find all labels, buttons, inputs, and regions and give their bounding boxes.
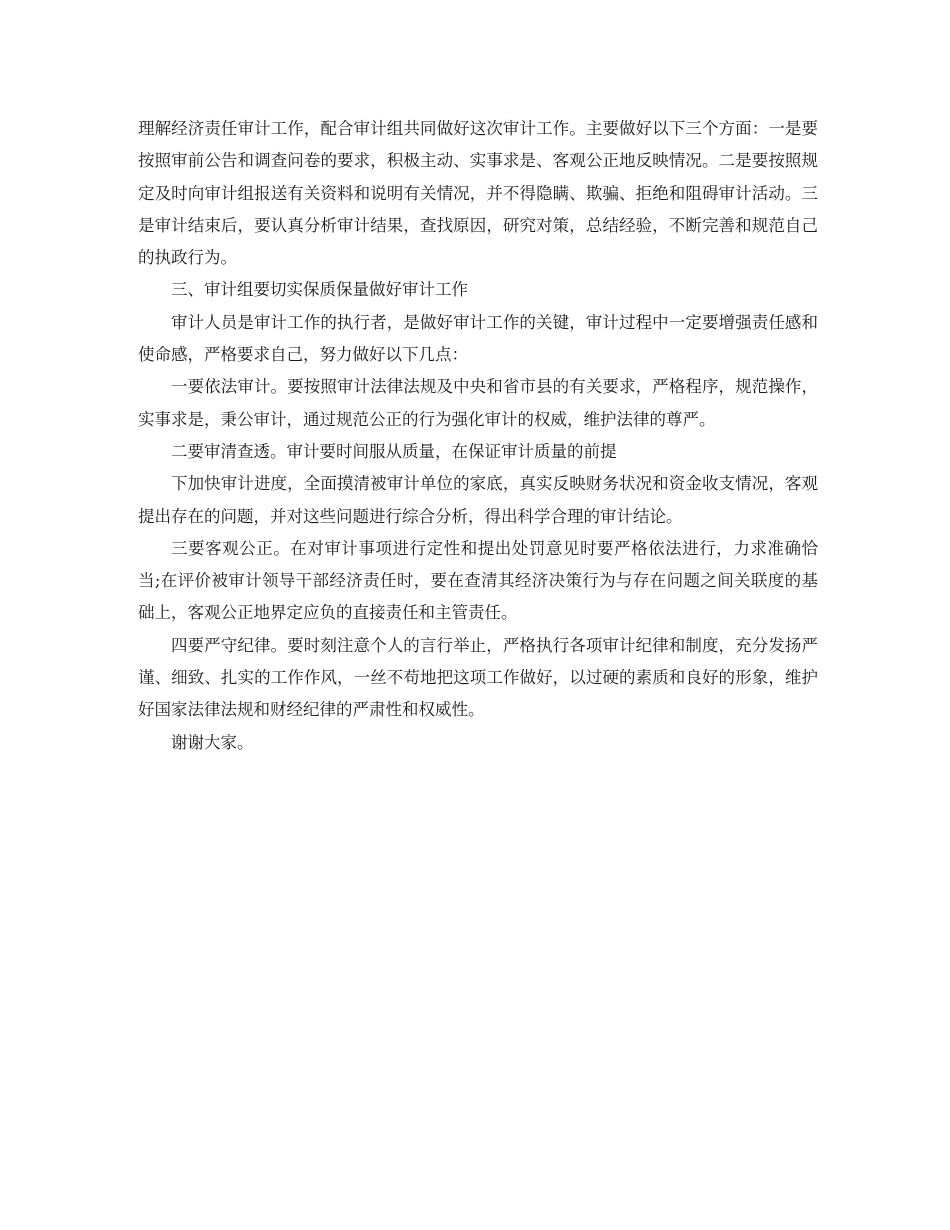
paragraph: 四要严守纪律。要时刻注意个人的言行举止，严格执行各项审计纪律和制度，充分发扬严谨、细致、扎实的工作作风，一丝不苟地把这项工作做好，以过硬的素质和良好的形象，维护好国家法律法规和财经纪律的严肃性和权威性。 <box>138 635 818 720</box>
paragraph: 下加快审计进度，全面摸清被审计单位的家底，真实反映财务状况和资金收支情况，客观提出存在的问题，并对这些问题进行综合分析，得出科学合理的审计结论。 <box>138 474 818 526</box>
paragraph: 三要客观公正。在对审计事项进行定性和提出处罚意见时要严格依法进行，力求准确恰当;在评价被审计领导干部经济责任时，要在查清其经济决策行为与存在问题之间关联度的基础上，客观公正地界定应负的直接责任和主管责任。 <box>138 538 818 623</box>
section-heading: 三、审计组要切实保质保量做好审计工作 <box>171 280 468 300</box>
paragraph: 一要依法审计。要按照审计法律法规及中央和省市县的有关要求，严格程序，规范操作，实事求是，秉公审计，通过规范公正的行为强化审计的权威，维护法律的尊严。 <box>138 377 818 429</box>
paragraph: 二要审清查透。审计要时间服从质量，在保证审计质量的前提 <box>171 441 617 461</box>
closing-remark: 谢谢大家。 <box>171 732 254 752</box>
paragraph-continuation: 理解经济责任审计工作，配合审计组共同做好这次审计工作。主要做好以下三个方面：一是要按照审前公告和调查问卷的要求，积极主动、实事求是、客观公正地反映情况。二是要按照规定及时向审计组报送有关资料和说明有关情况，并不得隐瞒、欺骗、拒绝和阻碍审计活动。三是审计结束后，要认真分析审计结果，查找原因，研究对策，总结经验，不断完善和规范自己的执政行为。 <box>138 119 818 268</box>
paragraph: 审计人员是审计工作的执行者，是做好审计工作的关键，审计过程中一定要增强责任感和使命感，严格要求自己，努力做好以下几点： <box>138 312 818 365</box>
document-body <box>138 113 818 759</box>
